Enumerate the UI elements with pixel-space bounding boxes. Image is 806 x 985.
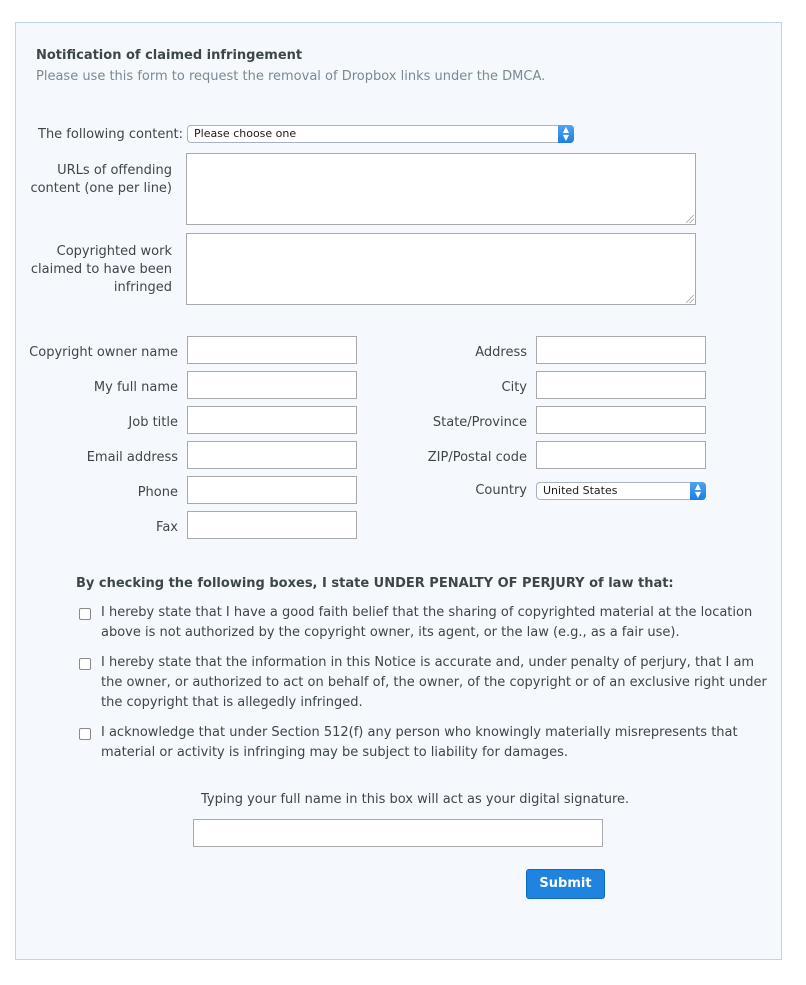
country-select-value: United States bbox=[543, 484, 618, 497]
urls-textarea-wrap bbox=[186, 153, 696, 225]
phone-label: Phone bbox=[137, 485, 178, 500]
signature-input[interactable] bbox=[193, 819, 603, 847]
perjury-statement-1: I hereby state that I have a good faith belief that the sharing of copyrighted material at the location above is not authorized by the copyright owner, its agent, or the law (e.g., as a fair use). bbox=[101, 605, 753, 640]
urls-textarea[interactable] bbox=[186, 153, 696, 225]
form-title: Notification of claimed infringement bbox=[36, 48, 303, 63]
form-subtitle: Please use this form to request the removal of Dropbox links under the DMCA. bbox=[36, 69, 546, 84]
copyright-owner-name-input[interactable] bbox=[187, 336, 357, 364]
perjury-checkbox-1[interactable] bbox=[79, 608, 91, 620]
zip-postal-code-label: ZIP/Postal code bbox=[427, 450, 527, 465]
content-select-label: The following content: bbox=[38, 127, 184, 142]
select-arrows-icon: ▲ ▼ bbox=[558, 125, 574, 143]
submit-button[interactable]: Submit bbox=[526, 869, 605, 899]
work-textarea-wrap bbox=[186, 233, 696, 305]
phone-input[interactable] bbox=[187, 476, 357, 504]
perjury-statement-3: I acknowledge that under Section 512(f) any person who knowingly materially misrepresents that material or activity is infringing may be subject to liability for damages. bbox=[101, 725, 738, 760]
email-label: Email address bbox=[86, 450, 178, 465]
dmca-form-panel bbox=[15, 22, 782, 960]
select-arrows-icon: ▲ ▼ bbox=[690, 482, 706, 500]
copyright-owner-name-label: Copyright owner name bbox=[29, 345, 178, 360]
country-label: Country bbox=[475, 483, 527, 498]
job-title-input[interactable] bbox=[187, 406, 357, 434]
copyrighted-work-label: Copyrighted work claimed to have been infringed bbox=[30, 244, 172, 295]
perjury-checkbox-2[interactable] bbox=[79, 658, 91, 670]
perjury-checkbox-3[interactable] bbox=[79, 728, 91, 740]
email-input[interactable] bbox=[187, 441, 357, 469]
city-input[interactable] bbox=[536, 371, 706, 399]
address-input[interactable] bbox=[536, 336, 706, 364]
full-name-input[interactable] bbox=[187, 371, 357, 399]
perjury-statement-2: I hereby state that the information in this Notice is accurate and, under penalty of perjury, that I am the owner, or authorized to act on behalf of, the owner, of the copyright or of an exclusive right under the copyright that is allegedly infringed. bbox=[101, 655, 767, 710]
job-title-label: Job title bbox=[128, 415, 178, 430]
fax-label: Fax bbox=[156, 520, 178, 535]
copyrighted-work-textarea[interactable] bbox=[186, 233, 696, 305]
resize-grip-icon[interactable] bbox=[686, 215, 694, 223]
state-province-input[interactable] bbox=[536, 406, 706, 434]
perjury-heading: By checking the following boxes, I state UNDER PENALTY OF PERJURY of law that: bbox=[76, 576, 674, 591]
zip-postal-code-input[interactable] bbox=[536, 441, 706, 469]
country-select[interactable] bbox=[536, 482, 706, 500]
resize-grip-icon[interactable] bbox=[686, 295, 694, 303]
signature-label: Typing your full name in this box will act as your digital signature. bbox=[201, 792, 630, 807]
fax-input[interactable] bbox=[187, 511, 357, 539]
city-label: City bbox=[501, 380, 527, 395]
urls-label: URLs of offending content (one per line) bbox=[30, 163, 172, 196]
address-label: Address bbox=[475, 345, 527, 360]
full-name-label: My full name bbox=[93, 380, 178, 395]
content-select-value: Please choose one bbox=[194, 127, 297, 140]
state-province-label: State/Province bbox=[432, 415, 527, 430]
content-select[interactable] bbox=[187, 125, 574, 143]
